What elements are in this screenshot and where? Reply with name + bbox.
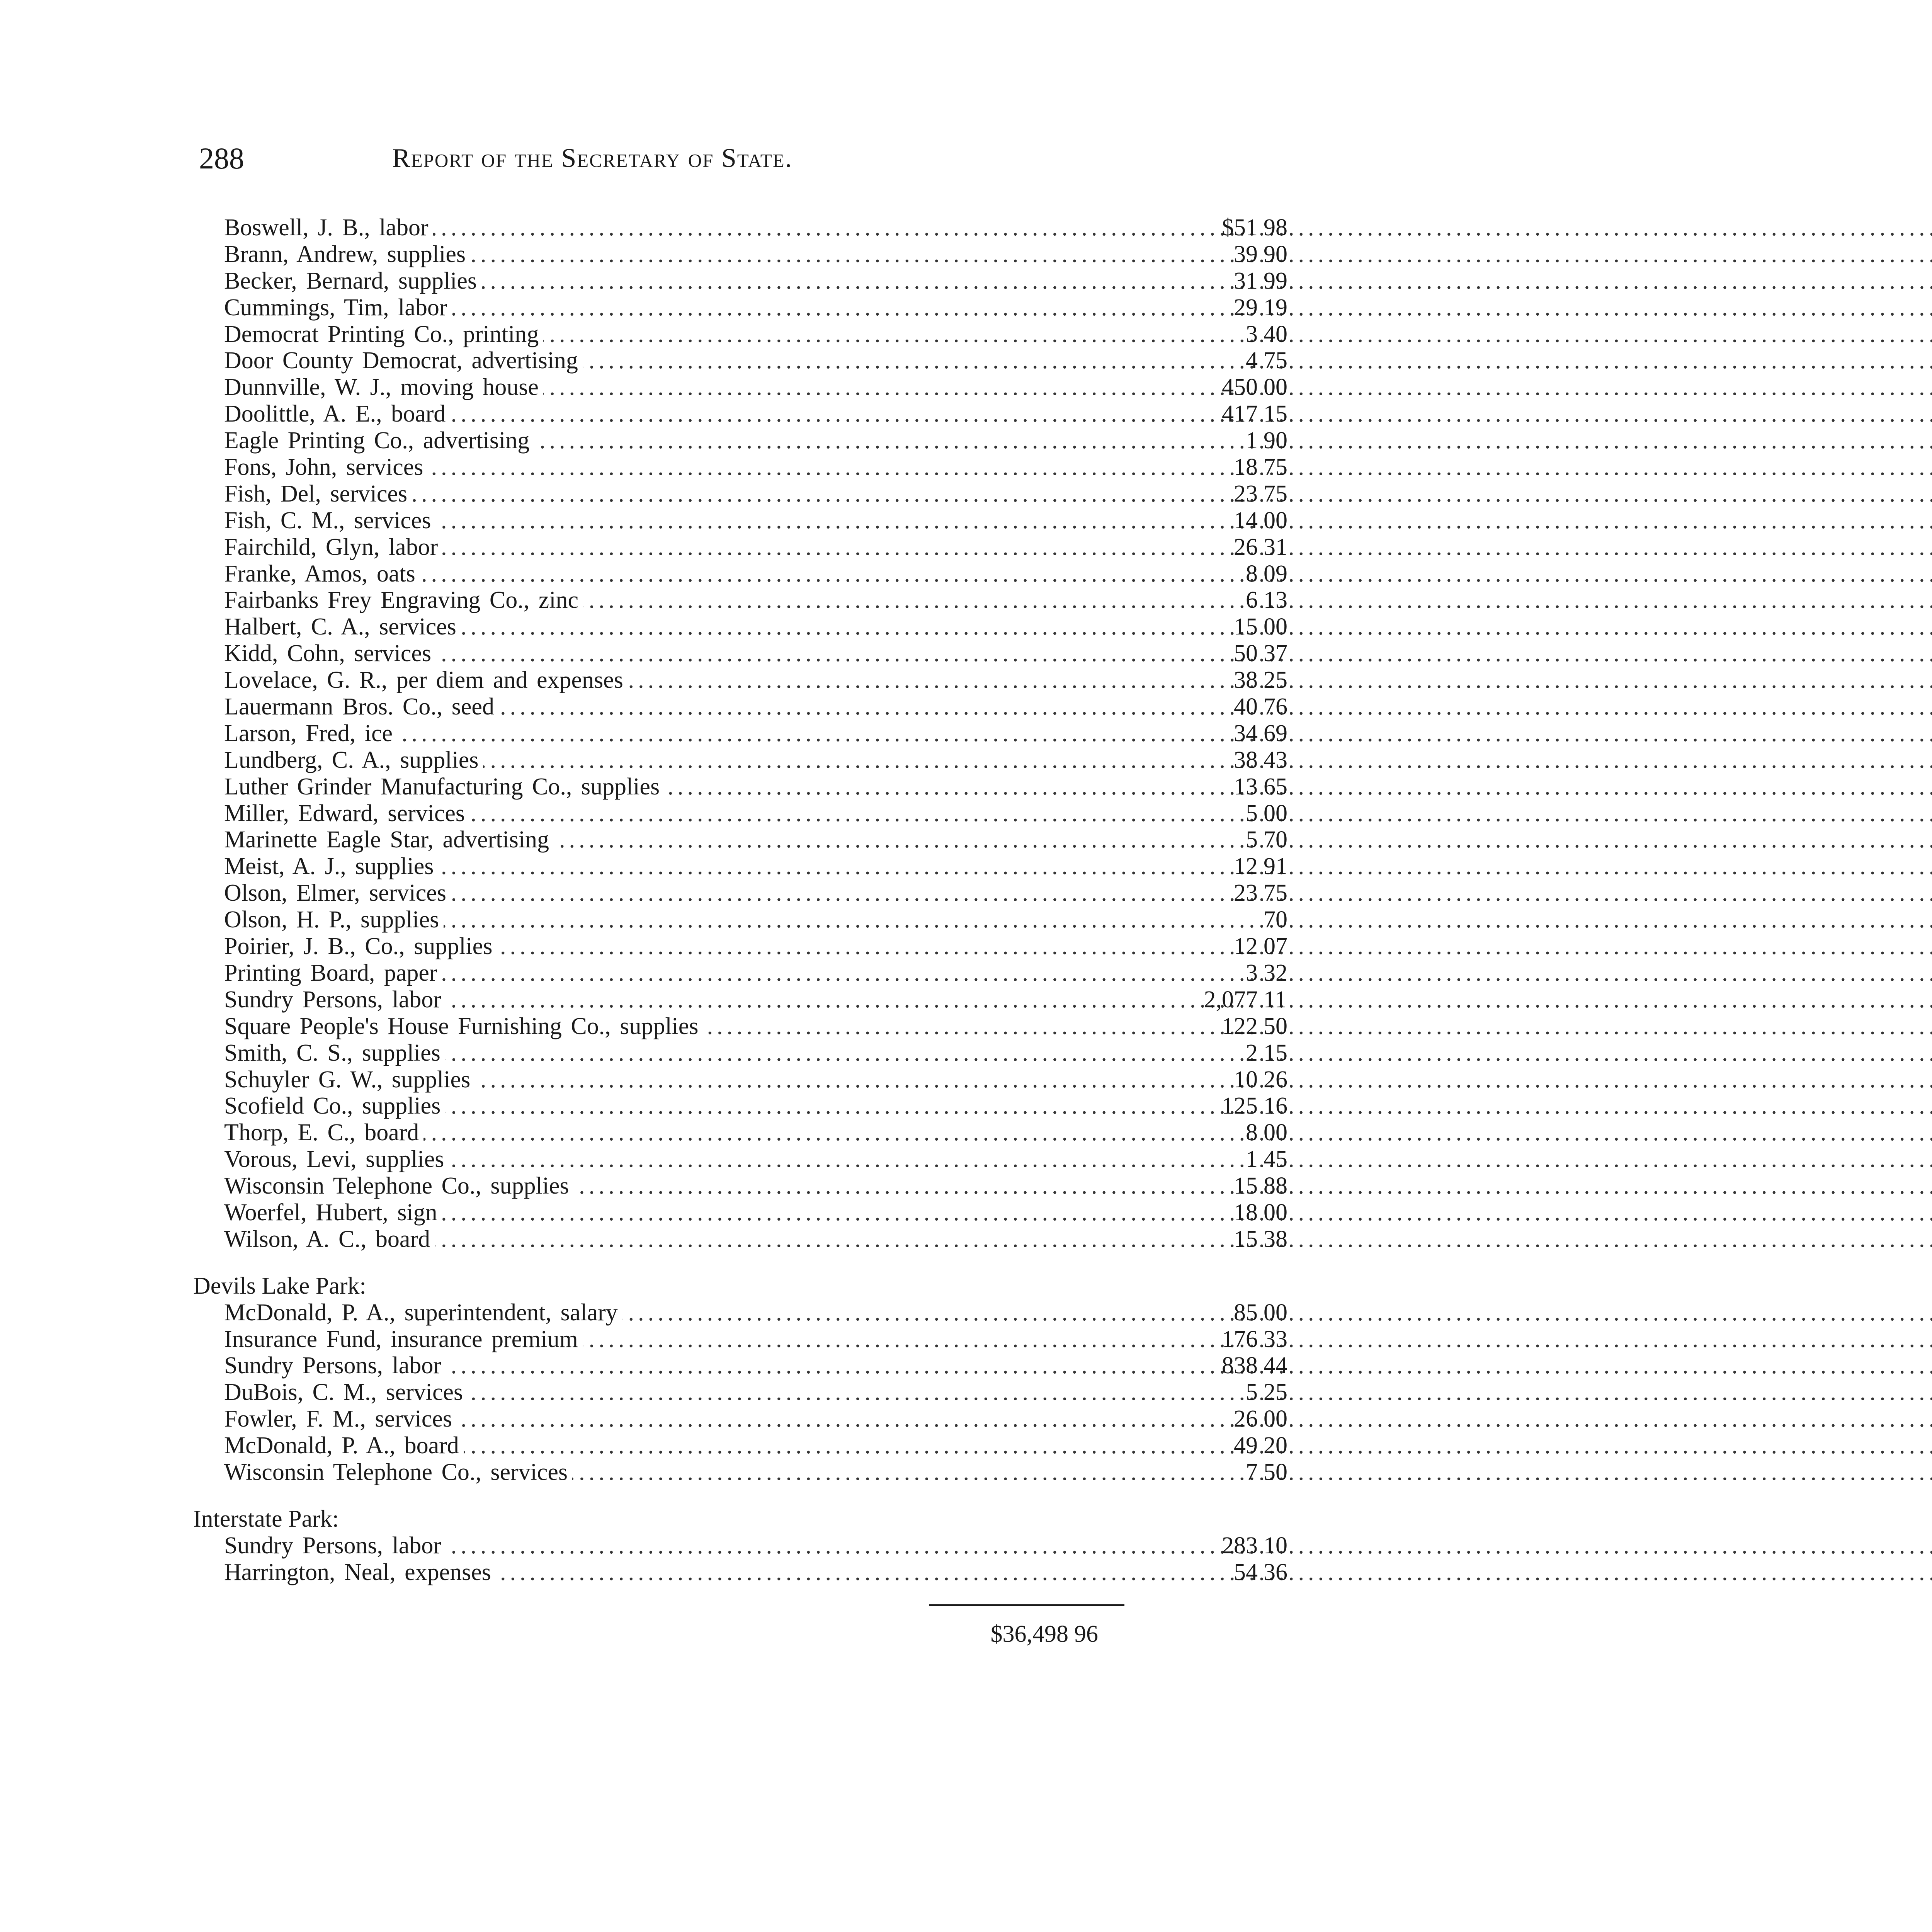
amount-cents: 25 [1264, 667, 1287, 694]
section-heading-text: Interstate Park: [193, 1505, 339, 1532]
amount-cents: 00 [1264, 800, 1287, 827]
amount-dollars: 14 [1234, 507, 1258, 534]
grand-total [943, 1619, 1132, 1650]
ledger-row [189, 1532, 1287, 1559]
ledger-row [189, 507, 1287, 534]
ledger-row [189, 560, 1287, 587]
payee-description: Schuyler G. W., supplies [224, 1066, 475, 1093]
ledger-row [189, 720, 1287, 747]
amount-dollars: 50 [1234, 640, 1258, 667]
amount-dollars: 5 [1246, 827, 1258, 853]
ledger-row [189, 241, 1287, 268]
ledger-row [189, 587, 1287, 614]
payee-description: Kidd, Cohn, services [224, 640, 436, 667]
ledger-row [189, 640, 1287, 667]
payee-description: Becker, Bernard, supplies [224, 268, 481, 294]
amount-cents: 36 [1264, 1559, 1287, 1585]
section-gap [189, 1253, 1132, 1273]
amount-dollars: 23 [1234, 880, 1258, 906]
ledger-row [189, 1093, 1287, 1119]
amount-dollars: 2 [1246, 1039, 1258, 1066]
section-gap [189, 1486, 1132, 1506]
ledger-row [189, 427, 1287, 454]
payee-description: Olson, Elmer, services [224, 880, 451, 906]
payee-description: Boswell, J. B., labor [224, 214, 433, 241]
amount-dollars: 31 [1234, 267, 1258, 294]
amount-dollars: 12 [1234, 933, 1258, 960]
payee-description: Square People's House Furnishing Co., supplies [224, 1013, 703, 1040]
payee-description: Eagle Printing Co., advertising [224, 427, 534, 454]
amount-dollars: 4 [1246, 347, 1258, 374]
total-cents: 96 [1074, 1621, 1098, 1647]
amount-cents: 31 [1264, 534, 1287, 560]
amount-cents: 00 [1264, 1406, 1287, 1432]
amount-cents: 25 [1264, 1379, 1287, 1406]
ledger-row [189, 454, 1287, 481]
amount-cents: 33 [1264, 1326, 1287, 1352]
ledger-row [189, 853, 1287, 880]
ledger-row [189, 347, 1287, 374]
payee-description: Woerfel, Hubert, sign [224, 1199, 442, 1226]
payee-description: DuBois, C. M., services [224, 1379, 468, 1406]
amount-dollars: 39 [1234, 241, 1258, 267]
amount-dollars: $51 [1222, 214, 1258, 241]
amount-dollars: 8 [1246, 1119, 1258, 1146]
ledger-row [189, 1199, 1287, 1226]
ledger-row [189, 1559, 1287, 1586]
amount-dollars: 54 [1234, 1559, 1258, 1585]
amount-cents: 32 [1264, 959, 1287, 986]
amount-dollars: 6 [1246, 587, 1258, 614]
payee-description: Dunnville, W. J., moving house [224, 374, 543, 401]
ledger-row [189, 401, 1287, 427]
ledger-row [189, 800, 1287, 827]
amount-dollars: 5 [1246, 800, 1258, 827]
amount-cents: 91 [1264, 853, 1287, 880]
ledger-row [189, 1459, 1287, 1486]
amount-cents: 00 [1264, 1299, 1287, 1326]
payee-description: Smith, C. S., supplies [224, 1040, 445, 1066]
amount-dollars: 29 [1234, 294, 1258, 321]
section-heading-text: Devils Lake Park: [193, 1272, 366, 1299]
ledger-row [189, 933, 1287, 960]
payee-description: Doolittle, A. E., board [224, 401, 450, 427]
amount-dollars: 8 [1246, 560, 1258, 587]
payee-description: Franke, Amos, oats [224, 561, 420, 587]
ledger-row [189, 1066, 1287, 1093]
amount-dollars: 18 [1234, 1199, 1258, 1226]
amount-cents: 07 [1264, 933, 1287, 960]
amount-cents: 76 [1264, 694, 1287, 720]
payee-description: Wilson, A. C., board [224, 1226, 435, 1253]
amount-cents: 43 [1264, 747, 1287, 773]
amount-dollars: 838 [1222, 1352, 1258, 1379]
ledger-row [189, 1299, 1287, 1326]
payee-description: Fairchild, Glyn, labor [224, 534, 442, 561]
payee-description: Door County Democrat, advertising [224, 347, 583, 374]
ledger-row [189, 374, 1287, 401]
amount-dollars: 5 [1246, 1379, 1258, 1406]
amount-cents: 15 [1264, 1039, 1287, 1066]
amount-dollars: 122 [1222, 1013, 1258, 1039]
ledger-row [189, 294, 1287, 321]
payee-description: Halbert, C. A., services [224, 614, 461, 640]
total-dollars: $36,498 [990, 1621, 1068, 1647]
amount-cents: 00 [1264, 1199, 1287, 1226]
amount-dollars: 34 [1234, 720, 1258, 747]
amount-dollars: 2,077 [1204, 986, 1258, 1013]
amount-dollars: 10 [1234, 1066, 1258, 1093]
payee-description: Brann, Andrew, supplies [224, 241, 470, 268]
payee-description: Harrington, Neal, expenses [224, 1559, 496, 1586]
amount-cents: 44 [1264, 1352, 1287, 1379]
payee-description: Scofield Co., supplies [224, 1093, 445, 1119]
ledger-row [189, 1432, 1287, 1459]
payee-description: Lovelace, G. R., per diem and expenses [224, 667, 628, 694]
ledger-row [189, 880, 1287, 906]
amount-dollars: 49 [1234, 1432, 1258, 1459]
ledger-row [189, 827, 1287, 853]
amount-dollars: 15 [1234, 1226, 1258, 1252]
amount-cents: 69 [1264, 720, 1287, 747]
ledger-row [189, 321, 1287, 348]
ledger-row [189, 959, 1287, 986]
section-heading [189, 1506, 1132, 1532]
payee-description: Fish, C. M., services [224, 507, 436, 534]
payee-description: Wisconsin Telephone Co., supplies [224, 1173, 574, 1199]
amount-dollars: 26 [1234, 534, 1258, 560]
expenditure-ledger [189, 214, 1287, 1586]
amount-cents: 10 [1264, 1532, 1287, 1559]
amount-cents: 19 [1264, 294, 1287, 321]
running-title: Report of the Secretary of State. [392, 143, 793, 173]
ledger-row [189, 1119, 1287, 1146]
amount-dollars: 3 [1246, 321, 1258, 347]
payee-description: Insurance Fund, insurance premium [224, 1326, 583, 1353]
payee-description: Meist, A. J., supplies [224, 853, 438, 880]
ledger-row [189, 1146, 1287, 1173]
amount-cents: 16 [1264, 1093, 1287, 1119]
amount-dollars: 18 [1234, 454, 1258, 481]
payee-description: Poirier, J. B., Co., supplies [224, 933, 497, 960]
ledger-row [189, 694, 1287, 720]
payee-description: Lundberg, C. A., supplies [224, 747, 483, 774]
ledger-row [189, 986, 1287, 1013]
amount-dollars: 125 [1222, 1093, 1258, 1119]
amount-dollars: 38 [1234, 747, 1258, 773]
ledger-row [189, 1173, 1287, 1199]
amount-dollars: 23 [1234, 480, 1258, 507]
ledger-row [189, 667, 1287, 694]
amount-dollars: 417 [1222, 401, 1258, 427]
amount-dollars: 7 [1246, 1459, 1258, 1485]
amount-dollars: 40 [1234, 694, 1258, 720]
ledger-row [189, 534, 1287, 561]
amount-dollars: 3 [1246, 959, 1258, 986]
amount-cents: 70 [1264, 906, 1287, 933]
ledger-row [189, 1039, 1287, 1066]
amount-cents: 20 [1264, 1432, 1287, 1459]
amount-cents: 70 [1264, 827, 1287, 853]
payee-description: Lauermann Bros. Co., seed [224, 694, 499, 720]
ledger-row [189, 1013, 1287, 1040]
amount-cents: 38 [1264, 1226, 1287, 1252]
ledger-row [189, 614, 1287, 640]
payee-description: Cummings, Tim, labor [224, 294, 452, 321]
amount-cents: 98 [1264, 214, 1287, 241]
amount-cents: 50 [1264, 1459, 1287, 1485]
payee-description: Fons, John, services [224, 454, 428, 481]
ledger-row [189, 1226, 1287, 1253]
amount-cents: 90 [1264, 427, 1287, 454]
ledger-row [189, 1379, 1287, 1406]
ledger-row [189, 1406, 1287, 1432]
amount-dollars: 1 [1246, 1146, 1258, 1173]
amount-cents: 13 [1264, 587, 1287, 614]
amount-dollars: 283 [1222, 1532, 1258, 1559]
payee-description: Larson, Fred, ice [224, 720, 397, 747]
amount-cents: 00 [1264, 374, 1287, 401]
amount-dollars: 13 [1234, 773, 1258, 800]
ledger-row [189, 1326, 1287, 1353]
amount-cents: 75 [1264, 880, 1287, 906]
ledger-row [189, 214, 1287, 241]
amount-cents: 15 [1264, 401, 1287, 427]
amount-dollars: 450 [1222, 374, 1258, 401]
payee-description: Olson, H. P., supplies [224, 906, 444, 933]
amount-cents: 40 [1264, 321, 1287, 347]
amount-cents: 75 [1264, 347, 1287, 374]
amount-cents: 26 [1264, 1066, 1287, 1093]
payee-description: Thorp, E. C., board [224, 1119, 423, 1146]
ledger-row [189, 906, 1287, 933]
amount-dollars: 12 [1234, 853, 1258, 880]
payee-description: Vorous, Levi, supplies [224, 1146, 449, 1173]
payee-description: Fish, Del, services [224, 481, 412, 507]
total-rule [929, 1604, 1124, 1606]
amount-cents: 65 [1264, 773, 1287, 800]
ledger-row [189, 1352, 1287, 1379]
page-number: 288 [199, 141, 244, 175]
amount-cents: 45 [1264, 1146, 1287, 1173]
payee-description: Marinette Eagle Star, advertising [224, 827, 554, 853]
amount-dollars: 1 [1246, 427, 1258, 454]
section-heading [189, 1273, 1132, 1299]
payee-description: Fowler, F. M., services [224, 1406, 457, 1432]
payee-description: Wisconsin Telephone Co., services [224, 1459, 572, 1486]
ledger-row [189, 747, 1287, 774]
page-header [199, 139, 972, 182]
payee-description: Sundry Persons, labor [224, 986, 446, 1013]
amount-dollars: 15 [1234, 1173, 1258, 1199]
amount-dollars: 26 [1234, 1406, 1258, 1432]
amount-dollars: 176 [1222, 1326, 1258, 1352]
payee-description: Miller, Edward, services [224, 800, 469, 827]
amount-cents: 11 [1264, 986, 1287, 1013]
ledger-row [189, 480, 1287, 507]
payee-description: Sundry Persons, labor [224, 1532, 446, 1559]
amount-cents: 75 [1264, 480, 1287, 507]
payee-description: McDonald, P. A., board [224, 1432, 464, 1459]
amount-dollars: 38 [1234, 667, 1258, 694]
amount-cents: 99 [1264, 267, 1287, 294]
amount-cents: 88 [1264, 1173, 1287, 1199]
amount-cents: 75 [1264, 454, 1287, 481]
amount-cents: 50 [1264, 1013, 1287, 1039]
ledger-row [189, 267, 1287, 294]
amount-cents: 00 [1264, 1119, 1287, 1146]
amount-cents: 37 [1264, 640, 1287, 667]
amount-cents: 00 [1264, 614, 1287, 640]
payee-description: Democrat Printing Co., printing [224, 321, 543, 348]
amount-dollars: 85 [1234, 1299, 1258, 1326]
payee-description: Luther Grinder Manufacturing Co., supplies [224, 774, 664, 800]
payee-description: McDonald, P. A., superintendent, salary [224, 1299, 622, 1326]
payee-description: Sundry Persons, labor [224, 1352, 446, 1379]
amount-cents: 00 [1264, 507, 1287, 534]
amount-cents: 09 [1264, 560, 1287, 587]
ledger-row [189, 773, 1287, 800]
payee-description: Printing Board, paper [224, 960, 442, 986]
amount-dollars: 15 [1234, 614, 1258, 640]
payee-description: Fairbanks Frey Engraving Co., zinc [224, 587, 583, 614]
amount-cents: 90 [1264, 241, 1287, 267]
